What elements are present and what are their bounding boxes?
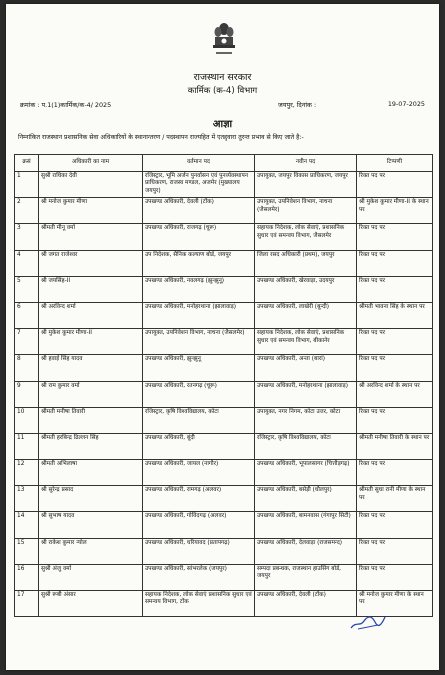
sno-cell: 5 [15,276,39,302]
officer-name-cell: श्री राम कुमार वर्मा [39,381,143,407]
new-post-cell: उपखण्ड अधिकारी, भूपालसागर (चित्तौड़गढ़) [255,460,357,486]
col-header-current-post: वर्तमान पद [143,155,255,172]
table-row [15,302,433,328]
current-post-cell: रजिस्ट्रार, भूमि अर्जन पुनर्वासन एवं पुनर्व्यवस्थापन प्राधिकरण, राजस्व मण्डल, अजमेर (मुख्यालय जयपुर) [143,172,255,198]
department-name: कार्मिक (क-4) विभाग [187,86,258,96]
sno-cell: 4 [15,250,39,276]
new-post-cell: सम्पदा प्रबन्धक, राजस्थान हाउसिंग बोर्ड, जयपुर [255,564,357,590]
remark-cell: श्रीमती सुधा रानी मीणा के स्थान पर [357,486,433,512]
new-post-cell: उपायुक्त, नगर निगम, कोटा उत्तर, कोटा [255,407,357,433]
officer-name-cell: श्री हवाई सिंह यादव [39,355,143,381]
current-post-cell: उपखण्ड अधिकारी, रामगढ़ (अलवर) [143,486,255,512]
sno-cell: 13 [15,486,39,512]
remark-cell: रिक्त पद पर [357,172,433,198]
transfer-table [14,154,433,617]
sno-cell: 15 [15,538,39,564]
sno-cell: 3 [15,224,39,250]
officer-name-cell: श्रीमती अभिलाषा [39,460,143,486]
new-post-cell: उपखण्ड अधिकारी, मनोहरथाना (झालावाड़) [255,381,357,407]
current-post-cell: सहायक निदेशक, लोक सेवाएं प्रशासनिक सुधार एवं समन्वय विभाग, टोंक [143,591,255,617]
table-row [15,224,433,250]
current-post-cell: उप निदेशक, सैनिक कल्याण बोर्ड, जयपुर [143,250,255,276]
current-post-cell: उपखण्ड अधिकारी, झुन्झुनू [143,355,255,381]
new-post-cell: सहायक निदेशक, लोक सेवाएं, प्रशासनिक सुधार एवं समन्वय विभाग, जैसलमेर [255,224,357,250]
remark-cell: श्री मनोज कुमार मीणा के स्थान पर [357,591,433,617]
current-post-cell: उपखण्ड अधिकारी, नवलगढ़ (झुन्झुनू) [143,276,255,302]
current-post-cell: उपखण्ड अधिकारी, देवली (टोंक) [143,198,255,224]
reference-line [20,100,425,109]
new-post-cell: उपायुक्त, जयपुर विकास प्राधिकरण, जयपुर [255,172,357,198]
table-row [15,329,433,355]
remark-cell: श्री मुकेश कुमार मीणा-II के स्थान पर [357,198,433,224]
officer-name-cell: श्री जगत राजेश्वर [39,250,143,276]
new-post-cell: उपखण्ड अधिकारी, लाखेरी (बून्दी) [255,302,357,328]
table-row [15,512,433,538]
current-post-cell: उपखण्ड अधिकारी, सांभरलेक (जयपुर) [143,564,255,590]
signature-mark [348,612,388,632]
sno-cell: 14 [15,512,39,538]
officer-name-cell: श्रीमती मीनू वर्मा [39,224,143,250]
sno-cell: 10 [15,407,39,433]
new-post-cell: उपायुक्त, उपनिवेशन विभाग, नाचना (जैसलमेर) [255,198,357,224]
remark-cell: रिक्त पद पर [357,355,433,381]
sno-cell: 11 [15,433,39,459]
col-header-sno: क्रसं [15,155,39,172]
state-emblem-icon [210,20,238,60]
sno-cell: 6 [15,302,39,328]
officer-name-cell: श्री सुभाष यादव [39,512,143,538]
sno-cell: 9 [15,381,39,407]
officer-name-cell: श्री मनोज कुमार मीणा [39,198,143,224]
sno-cell: 12 [15,460,39,486]
remark-cell: श्री अरविन्द शर्मा के स्थान पर [357,381,433,407]
col-header-name: अधिकारी का नाम [39,155,143,172]
remark-cell: रिक्त पद पर [357,564,433,590]
new-post-cell: उपखण्ड अधिकारी, खेरवाड़ा, उदयपुर [255,276,357,302]
col-header-remark: टिप्पणी [357,155,433,172]
new-post-cell: रजिस्ट्रार, कृषि विश्वविद्यालय, कोटा [255,433,357,459]
officer-name-cell: सुश्री राधिका देवी [39,172,143,198]
remark-cell: रिक्त पद पर [357,512,433,538]
remark-cell: रिक्त पद पर [357,538,433,564]
table-row [15,564,433,590]
current-post-cell: उपखण्ड अधिकारी, मनोहरथाना (झालावाड़) [143,302,255,328]
new-post-cell: सहायक निदेशक, लोक सेवाएं, प्रशासनिक सुधार एवं समन्वय विभाग, बीकानेर [255,329,357,355]
table-row [15,381,433,407]
new-post-cell: उपखण्ड अधिकारी, अन्ता (बारां) [255,355,357,381]
government-name: राजस्थान सरकार [193,72,252,83]
current-post-cell: उपायुक्त, उपनिवेशन विभाग, नाचना (जैसलमेर) [143,329,255,355]
officer-name-cell: सुश्री अंजु वर्मा [39,564,143,590]
table-row [15,460,433,486]
sno-cell: 8 [15,355,39,381]
current-post-cell: उपखण्ड अधिकारी, राजगढ़ (चूरू) [143,224,255,250]
order-title: आज्ञा [212,119,233,130]
new-post-cell: उपखण्ड अधिकारी, बामनवास (गंगापुर सिटी) [255,512,357,538]
new-post-cell: उपखण्ड अधिकारी, देवली (टोंक) [255,591,357,617]
ref-number: प.1(1)कार्मिक/क-4/ 2025 [41,101,112,109]
remark-cell: श्रीमती भावना सिंह के स्थान पर [357,302,433,328]
sno-cell: 16 [15,564,39,590]
sno-cell: 2 [15,198,39,224]
sno-cell: 17 [15,591,39,617]
officer-name-cell: श्री जयसिंह-II [39,276,143,302]
ref-label: क्रमांक : [20,101,40,109]
officer-name-cell: सुश्री रूबी अंसार [39,591,143,617]
current-post-cell: उपखण्ड अधिकारी, गोविंदगढ़ (अलवर) [143,512,255,538]
remark-cell: रिक्त पद पर [357,276,433,302]
current-post-cell: रजिस्ट्रार, कृषि विश्वविद्यालय, कोटा [143,407,255,433]
table-row [15,486,433,512]
new-post-cell: उपखण्ड अधिकारी, बसेड़ी (धौलपुर) [255,486,357,512]
table-row [15,198,433,224]
order-intro: निम्नांकित राजस्थान प्रशासनिक सेवा अधिकारियों के स्थानान्तरण / पदस्थापन राज्यहित में एतद्द्वारा तुरन्त प्रभाव से किए जाते है:- [18,134,304,141]
officer-name-cell: श्री अरविन्द शर्मा [39,302,143,328]
table-row [15,538,433,564]
table-row [15,276,433,302]
table-row [15,250,433,276]
sno-cell: 7 [15,329,39,355]
officer-name-cell: श्रीमती हरबिन्द्र ढिल्लन सिंह [39,433,143,459]
remark-cell: रिक्त पद पर [357,250,433,276]
table-header-row [15,155,433,172]
remark-cell: रिक्त पद पर [357,224,433,250]
current-post-cell: उपखण्ड अधिकारी, जायल (नागौर) [143,460,255,486]
table-row [15,355,433,381]
current-post-cell: उपखण्ड अधिकारी, धरियावद (प्रतापगढ़) [143,538,255,564]
current-post-cell: उपखण्ड अधिकारी, रतनगढ़ (चूरू) [143,381,255,407]
officer-name-cell: श्री सुरेन्द्र प्रसाद [39,486,143,512]
sno-cell: 1 [15,172,39,198]
officer-name-cell: श्री राकेश कुमार न्योल [39,538,143,564]
table-row [15,172,433,198]
col-header-new-post: नवीन पद [255,155,357,172]
order-document [6,4,439,670]
officer-name-cell: श्री मुकेश कुमार मीणा-II [39,329,143,355]
new-post-cell: जिला रसद अधिकारी (प्रथम), जयपुर [255,250,357,276]
remark-cell: रिक्त पद पर [357,407,433,433]
remark-cell: रिक्त पद पर [357,460,433,486]
table-row [15,433,433,459]
new-post-cell: उपखण्ड अधिकारी, देलवाड़ा (राजसमन्द) [255,538,357,564]
officer-name-cell: श्रीमती मनीषा तिवारी [39,407,143,433]
remark-cell: रिक्त पद पर [357,329,433,355]
remark-cell: श्रीमती मनीषा तिवारी के स्थान पर [357,433,433,459]
place-date-label: जयपुर, दिनांक : [278,101,317,109]
table-row [15,407,433,433]
current-post-cell: उपखण्ड अधिकारी, बूंदी [143,433,255,459]
order-date: 19-07-2025 [387,100,425,108]
